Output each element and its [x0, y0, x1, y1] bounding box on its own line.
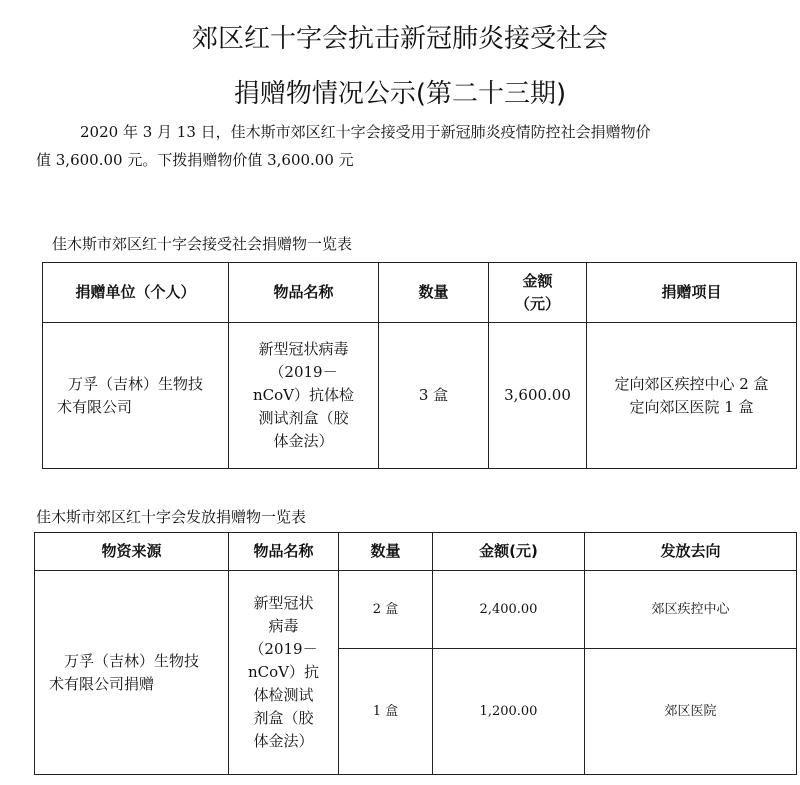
quantity-cell: 3 盒	[379, 323, 489, 469]
intro-line2: 值 3,600.00 元。下拨捐赠物价值 3,600.00 元	[36, 151, 354, 169]
header-source: 物资来源	[35, 533, 229, 571]
header-amount	[489, 263, 587, 323]
header-donor: 捐赠单位（个人）	[43, 263, 229, 323]
header-destination: 发放去向	[585, 533, 797, 571]
item-line5: 体检测试	[253, 686, 314, 704]
quantity-cell: 2 盒	[339, 571, 433, 649]
document-title-line1: 郊区红十字会抗击新冠肺炎接受社会	[191, 24, 608, 54]
header-amount-unit: （元）	[514, 294, 560, 313]
item-cell	[229, 571, 339, 775]
item-line4: 测试剂盒（胶	[258, 409, 349, 427]
item-line2: 病毒	[268, 617, 299, 635]
destination-cell: 郊区疾控中心	[585, 571, 797, 649]
item-line5: 体金法）	[273, 432, 334, 450]
item-line1: 新型冠状病毒	[258, 340, 349, 358]
header-amount-label: 金额	[522, 271, 553, 290]
item-line1: 新型冠状	[253, 594, 314, 612]
intro-line1: 2020 年 3 月 13 日，佳木斯市郊区红十字会接受用于新冠肺炎疫情防控社会捐赠物价	[80, 123, 651, 141]
intro-paragraph	[36, 118, 776, 174]
amount-cell: 1,200.00	[433, 649, 585, 775]
item-line3: nCoV）抗体检	[252, 386, 354, 404]
item-line7: 体金法）	[253, 732, 314, 750]
table2-caption: 佳木斯市郊区红十字会发放捐赠物一览表	[36, 508, 307, 526]
donor-line1: 万孚（吉林）生物技	[67, 374, 203, 393]
table1-caption: 佳木斯市郊区红十字会接受社会捐赠物一览表	[52, 235, 353, 253]
header-quantity: 数量	[339, 533, 433, 571]
header-amount: 金额(元)	[433, 533, 585, 571]
source-cell	[35, 571, 229, 775]
donor-cell	[43, 323, 229, 469]
document-title-line2: 捐赠物情况公示(第二十三期)	[233, 79, 567, 109]
table2-header-row	[35, 533, 797, 571]
amount-cell: 3,600.00	[489, 323, 587, 469]
donor-line2: 术有限公司	[57, 397, 133, 416]
table-row	[35, 571, 797, 649]
project-line1: 定向郊区疾控中心 2 盒	[614, 374, 769, 393]
item-line2: （2019－	[269, 363, 338, 381]
project-cell	[587, 323, 797, 469]
item-line6: 剂盒（胶	[253, 709, 314, 727]
source-line1: 万孚（吉林）生物技	[63, 651, 199, 670]
table1-header-row	[43, 263, 797, 323]
project-line2: 定向郊区医院 1 盒	[629, 397, 754, 416]
quantity-cell: 1 盒	[339, 649, 433, 775]
header-item-name: 物品名称	[229, 533, 339, 571]
item-line4: nCoV）抗	[247, 663, 319, 681]
distributed-donations-table	[34, 532, 797, 775]
received-donations-table	[42, 262, 797, 469]
item-cell	[229, 323, 379, 469]
amount-cell: 2,400.00	[433, 571, 585, 649]
header-quantity: 数量	[379, 263, 489, 323]
header-item-name: 物品名称	[229, 263, 379, 323]
item-line3: （2019－	[249, 640, 318, 658]
table-row	[43, 323, 797, 469]
source-line2: 术有限公司捐赠	[49, 674, 155, 693]
destination-cell: 郊区医院	[585, 649, 797, 775]
header-project: 捐赠项目	[587, 263, 797, 323]
